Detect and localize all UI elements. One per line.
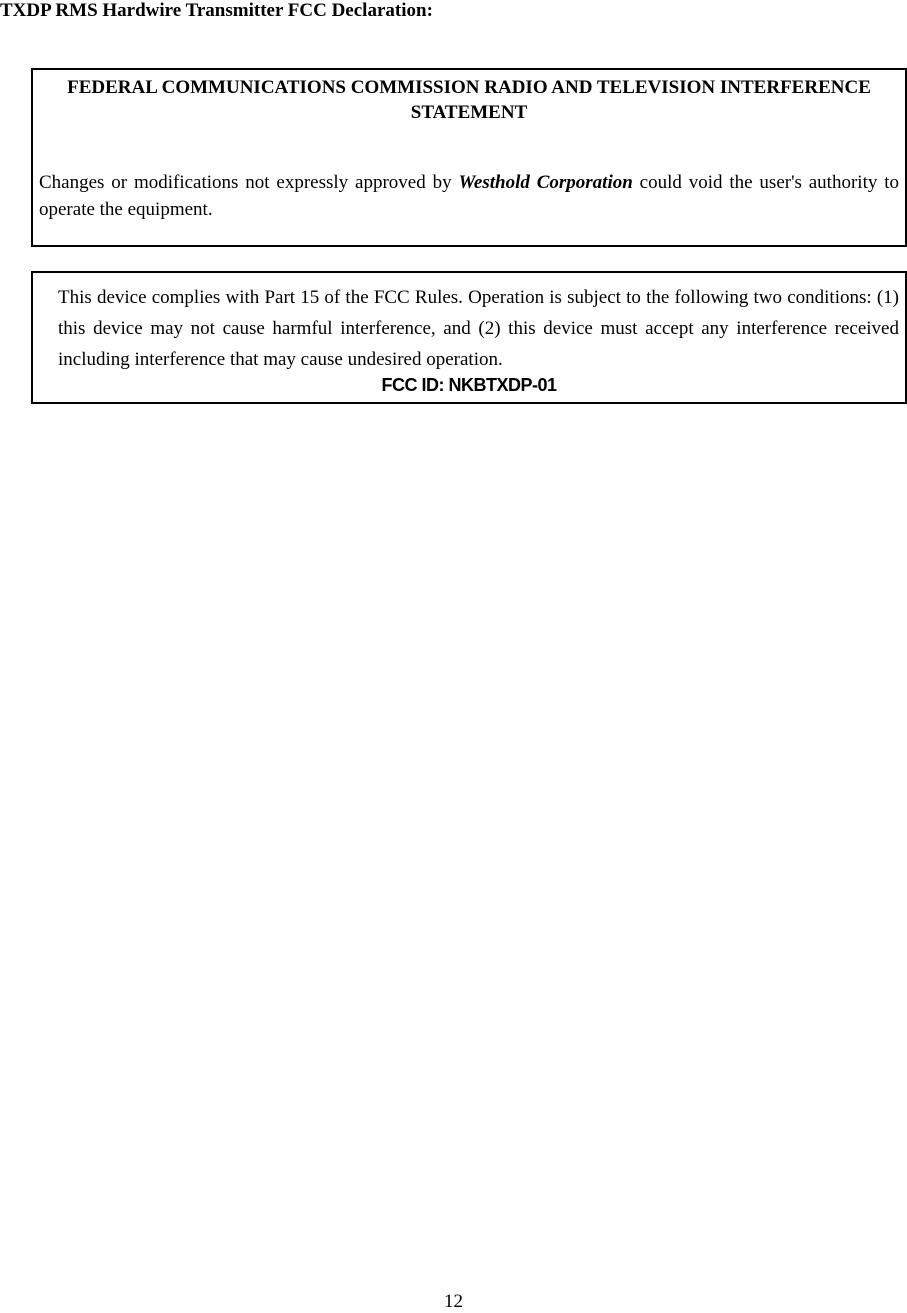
page-number: 12: [444, 1291, 463, 1312]
fcc-id: FCC ID: NKBTXDP-01: [381, 375, 557, 395]
statement-text-before-company: Changes or modifications not expressly approved by: [39, 172, 459, 193]
company-name: Westhold Corporation: [458, 172, 633, 193]
statement-text-after-company: could void the user's authority to operate the equipment.: [39, 172, 899, 220]
compliance-statement: This device complies with Part 15 of the FCC Rules. Operation is subject to the following two conditions: (1) this device may not cause harmful interference, and (2) this device must accept any interference received including interference that may cause undesired operation.: [58, 287, 899, 370]
interference-statement-title: FEDERAL COMMUNICATIONS COMMISSION RADIO AND TELEVISION INTERFERENCE STATEMENT: [67, 77, 871, 123]
interference-statement-body: [39, 169, 899, 223]
interference-statement-box: [31, 68, 907, 247]
compliance-box: [31, 271, 907, 404]
page-heading: TXDP RMS Hardwire Transmitter FCC Declaration:: [0, 0, 433, 21]
